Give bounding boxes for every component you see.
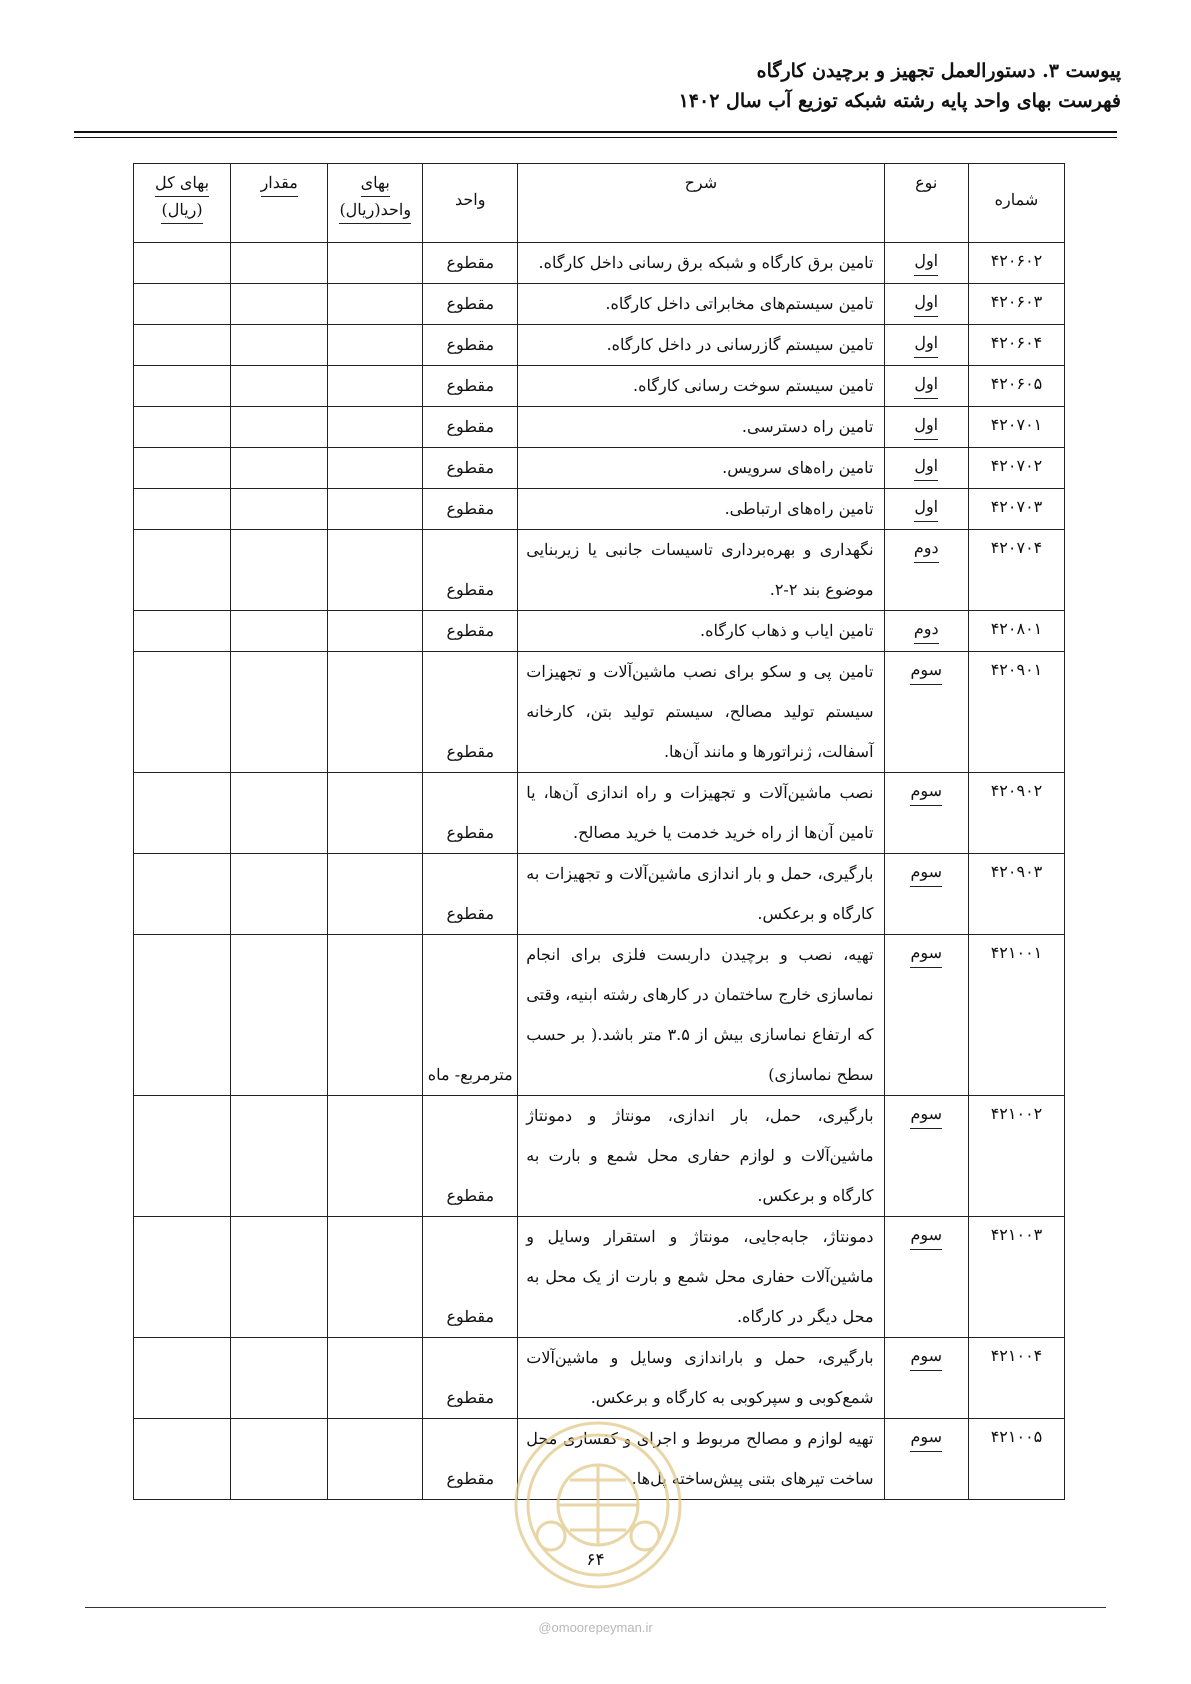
row-unit: مقطوع: [423, 530, 518, 611]
row-unit-price: [328, 366, 423, 407]
row-unit: مقطوع: [423, 652, 518, 773]
row-description: تامین راه‌های ارتباطی.: [518, 489, 884, 530]
price-table: [133, 163, 1065, 1500]
row-unit: مقطوع: [423, 1217, 518, 1338]
row-description: تامین سیستم گازرسانی در داخل کارگاه.: [518, 325, 884, 366]
row-unit-price: [328, 1338, 423, 1419]
row-description: تامین راه دسترسی.: [518, 407, 884, 448]
row-total-price: [134, 611, 231, 652]
row-description: تامین راه‌های سرویس.: [518, 448, 884, 489]
row-unit: مقطوع: [423, 489, 518, 530]
row-unit-price: [328, 854, 423, 935]
row-total-price: [134, 1419, 231, 1500]
row-total-price: [134, 1338, 231, 1419]
row-total-price: [134, 652, 231, 773]
row-type: سوم: [884, 1338, 968, 1419]
row-number: ۴۲۰۶۰۳: [968, 284, 1064, 325]
row-number: ۴۲۱۰۰۳: [968, 1217, 1064, 1338]
row-quantity: [231, 1338, 328, 1419]
col-quantity-header: مقدار: [231, 164, 328, 243]
row-unit: مقطوع: [423, 773, 518, 854]
header-subtitle: فهرست بهای واحد پایه رشته شبکه توزیع آب سال ۱۴۰۲: [678, 90, 1121, 112]
row-total-price: [134, 1096, 231, 1217]
row-number: ۴۲۱۰۰۱: [968, 935, 1064, 1096]
row-quantity: [231, 243, 328, 284]
row-description: تهیه لوازم و مصالح مربوط و اجرای و کفسازی محل ساخت تیرهای بتنی پیش‌ساخته پل‌ها.: [518, 1419, 884, 1500]
table-row: [134, 489, 1065, 530]
row-unit: مقطوع: [423, 243, 518, 284]
row-unit: مقطوع: [423, 1419, 518, 1500]
row-description: تامین پی و سکو برای نصب ماشین‌آلات و تجهیزات سیستم تولید مصالح، سیستم تولید بتن، کارخانه آسفالت، ژنراتورها و مانند آن‌ها.: [518, 652, 884, 773]
row-unit-price: [328, 448, 423, 489]
table-row: [134, 652, 1065, 773]
row-unit-price: [328, 1096, 423, 1217]
row-description: تامین برق کارگاه و شبکه برق رسانی داخل کارگاه.: [518, 243, 884, 284]
row-description: تامین ایاب و ذهاب کارگاه.: [518, 611, 884, 652]
row-type: دوم: [884, 611, 968, 652]
footer-site: @omoorepeyman.ir: [538, 1620, 653, 1635]
col-description-header: شرح: [518, 164, 884, 243]
row-type: دوم: [884, 530, 968, 611]
col-unit-header: واحد: [423, 164, 518, 243]
row-unit-price: [328, 611, 423, 652]
row-unit: مقطوع: [423, 854, 518, 935]
row-type: سوم: [884, 935, 968, 1096]
row-unit-price: [328, 243, 423, 284]
table-row: [134, 284, 1065, 325]
table-row: [134, 1338, 1065, 1419]
table-row: [134, 1096, 1065, 1217]
row-type: سوم: [884, 1217, 968, 1338]
row-type: سوم: [884, 773, 968, 854]
row-quantity: [231, 1096, 328, 1217]
row-unit-price: [328, 1419, 423, 1500]
row-unit: مقطوع: [423, 407, 518, 448]
table-row: [134, 854, 1065, 935]
row-quantity: [231, 325, 328, 366]
row-quantity: [231, 448, 328, 489]
table-row: [134, 530, 1065, 611]
row-number: ۴۲۰۹۰۳: [968, 854, 1064, 935]
row-number: ۴۲۱۰۰۵: [968, 1419, 1064, 1500]
page-number: ۶۴: [586, 1550, 605, 1570]
row-number: ۴۲۰۹۰۲: [968, 773, 1064, 854]
header-rule-thin: [74, 137, 1117, 138]
row-description: نصب ماشین‌آلات و تجهیزات و راه اندازی آن‌ها، یا تامین آن‌ها از راه خرید خدمت یا خرید مصالح.: [518, 773, 884, 854]
table-row: [134, 243, 1065, 284]
row-quantity: [231, 611, 328, 652]
row-number: ۴۲۰۹۰۱: [968, 652, 1064, 773]
row-type: اول: [884, 325, 968, 366]
table-row: [134, 366, 1065, 407]
col-number-header: شماره: [968, 164, 1064, 243]
row-type: سوم: [884, 1096, 968, 1217]
row-unit-price: [328, 652, 423, 773]
table-row: [134, 1217, 1065, 1338]
col-unit-price-header: بهای واحد(ریال): [328, 164, 423, 243]
table-row: [134, 773, 1065, 854]
row-unit-price: [328, 284, 423, 325]
row-total-price: [134, 854, 231, 935]
row-type: اول: [884, 243, 968, 284]
row-type: سوم: [884, 652, 968, 773]
row-number: ۴۲۱۰۰۴: [968, 1338, 1064, 1419]
row-total-price: [134, 243, 231, 284]
footer-rule: [85, 1607, 1106, 1608]
row-number: ۴۲۰۸۰۱: [968, 611, 1064, 652]
row-description: بارگیری، حمل و بار اندازی ماشین‌آلات و تجهیزات به کارگاه و برعکس.: [518, 854, 884, 935]
row-number: ۴۲۰۶۰۴: [968, 325, 1064, 366]
row-total-price: [134, 530, 231, 611]
row-unit: مقطوع: [423, 1338, 518, 1419]
row-type: اول: [884, 407, 968, 448]
row-unit-price: [328, 1217, 423, 1338]
row-quantity: [231, 489, 328, 530]
row-total-price: [134, 448, 231, 489]
row-unit: مقطوع: [423, 1096, 518, 1217]
table-row: [134, 325, 1065, 366]
table-row: [134, 935, 1065, 1096]
row-unit-price: [328, 325, 423, 366]
col-type-header: نوع: [884, 164, 968, 243]
row-unit-price: [328, 773, 423, 854]
row-description: نگهداری و بهره‌برداری تاسیسات جانبی یا زیربنایی موضوع بند ۲-۲.: [518, 530, 884, 611]
row-unit: مقطوع: [423, 284, 518, 325]
header-rule-thick: [74, 131, 1117, 133]
row-unit: مقطوع: [423, 448, 518, 489]
row-type: اول: [884, 366, 968, 407]
row-type: سوم: [884, 1419, 968, 1500]
row-total-price: [134, 284, 231, 325]
row-type: اول: [884, 284, 968, 325]
row-quantity: [231, 1217, 328, 1338]
row-quantity: [231, 1419, 328, 1500]
row-number: ۴۲۰۷۰۳: [968, 489, 1064, 530]
row-unit: مقطوع: [423, 325, 518, 366]
header-title: پیوست ۳. دستورالعمل تجهیز و برچیدن کارگاه: [756, 60, 1121, 82]
row-unit-price: [328, 530, 423, 611]
row-description: تامین سیستم سوخت رسانی کارگاه.: [518, 366, 884, 407]
row-number: ۴۲۰۷۰۴: [968, 530, 1064, 611]
row-description: تامین سیستم‌های مخابراتی داخل کارگاه.: [518, 284, 884, 325]
row-quantity: [231, 407, 328, 448]
row-quantity: [231, 284, 328, 325]
table-header-row: [134, 164, 1065, 243]
row-unit-price: [328, 407, 423, 448]
row-description: بارگیری، حمل، بار اندازی، مونتاژ و دمونتاژ ماشین‌آلات و لوازم حفاری محل شمع و بارت به کارگاه و برعکس.: [518, 1096, 884, 1217]
row-description: بارگیری، حمل و باراندازی وسایل و ماشین‌آلات شمع‌کوبی و سپرکوبی به کارگاه و برعکس.: [518, 1338, 884, 1419]
row-number: ۴۲۰۷۰۱: [968, 407, 1064, 448]
row-total-price: [134, 325, 231, 366]
row-total-price: [134, 366, 231, 407]
row-total-price: [134, 773, 231, 854]
table-row: [134, 407, 1065, 448]
row-number: ۴۲۰۶۰۵: [968, 366, 1064, 407]
row-type: اول: [884, 448, 968, 489]
row-quantity: [231, 773, 328, 854]
row-number: ۴۲۱۰۰۲: [968, 1096, 1064, 1217]
col-total-price-header: بهای کل (ریال): [134, 164, 231, 243]
row-total-price: [134, 1217, 231, 1338]
row-total-price: [134, 935, 231, 1096]
row-number: ۴۲۰۶۰۲: [968, 243, 1064, 284]
table-row: [134, 611, 1065, 652]
table-row: [134, 448, 1065, 489]
row-quantity: [231, 366, 328, 407]
row-quantity: [231, 854, 328, 935]
row-quantity: [231, 530, 328, 611]
row-unit-price: [328, 935, 423, 1096]
row-unit: مقطوع: [423, 611, 518, 652]
row-number: ۴۲۰۷۰۲: [968, 448, 1064, 489]
row-description: تهیه، نصب و برچیدن داربست فلزی برای انجام نماسازی خارج ساختمان در کارهای رشته ابنیه، وقتی که ارتفاع نماسازی بیش از ۳.۵ متر باشد.( بر حسب سطح نماسازی): [518, 935, 884, 1096]
row-type: اول: [884, 489, 968, 530]
row-total-price: [134, 407, 231, 448]
row-total-price: [134, 489, 231, 530]
row-quantity: [231, 652, 328, 773]
row-unit: مقطوع: [423, 366, 518, 407]
page-header: [70, 56, 1121, 116]
row-unit: مترمربع- ماه: [423, 935, 518, 1096]
row-description: دمونتاژ، جابه‌جایی، مونتاژ و استقرار وسایل و ماشین‌آلات حفاری محل شمع و بارت از یک محل به محل دیگر در کارگاه.: [518, 1217, 884, 1338]
row-quantity: [231, 935, 328, 1096]
row-unit-price: [328, 489, 423, 530]
row-type: سوم: [884, 854, 968, 935]
